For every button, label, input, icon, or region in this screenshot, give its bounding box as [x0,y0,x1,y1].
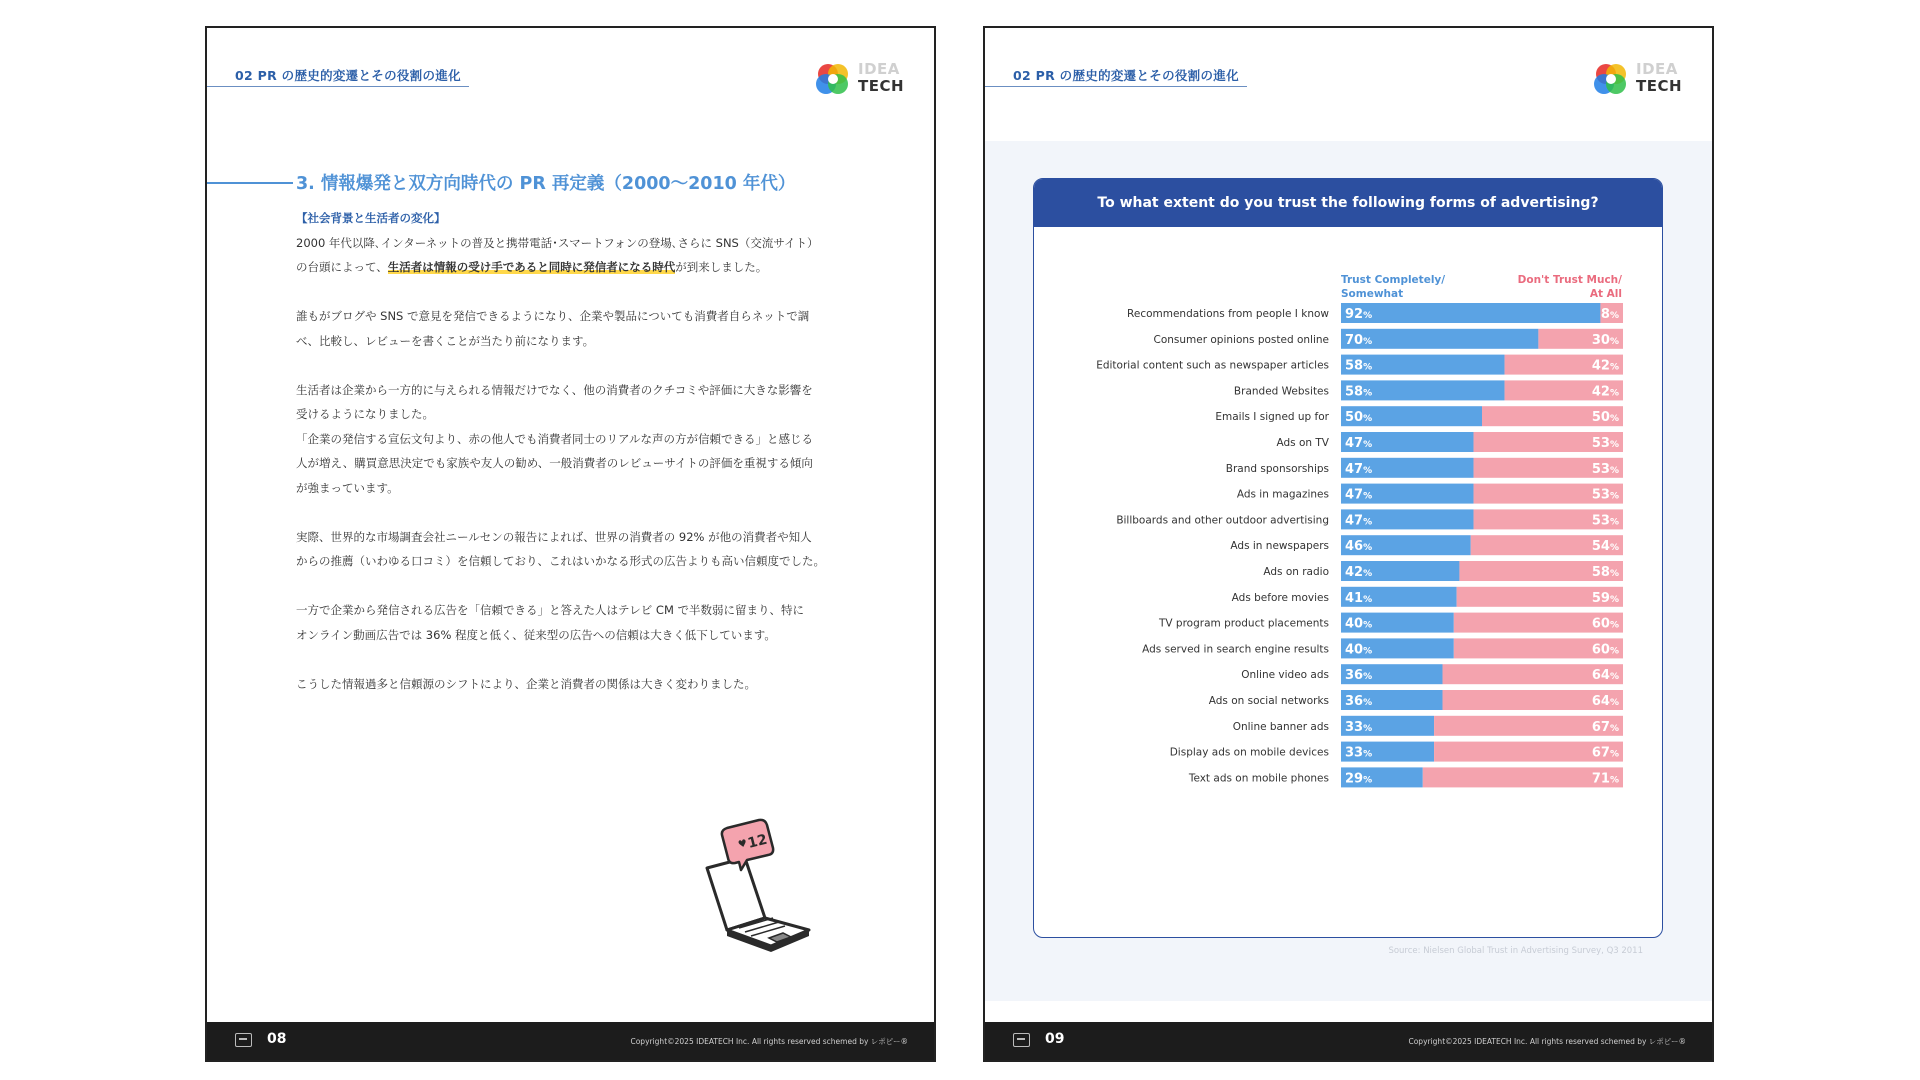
category-label: Recommendations from people I know [1127,308,1329,320]
value-label-distrust: 67% [1591,719,1619,735]
value-label-distrust: 60% [1591,642,1619,658]
category-label: Ads before movies [1231,591,1329,604]
paragraph-3-line-3: 「企業の発信する宣伝文句より、赤の他人でも消費者同士のリアルな声の方が信頼できる」と感じる [296,431,814,446]
header-underline [207,86,469,87]
logo-mark-icon [814,60,852,98]
value-label-distrust: 60% [1591,616,1619,632]
value-label-trust: 42% [1345,565,1373,580]
value-label-trust: 46% [1345,539,1373,555]
legend-trust-line-1: Trust Completely/ [1341,274,1446,286]
page-icon [235,1033,252,1047]
category-label: Ads on TV [1276,437,1329,449]
category-label: Ads on radio [1263,566,1329,578]
copyright-text: Copyright©2025 IDEATECH Inc. All rights reserved schemed by レポピー® [630,1037,908,1046]
category-label: Ads on social networks [1208,695,1329,707]
value-label-trust: 36% [1345,668,1373,684]
category-label: Ads served in search engine results [1142,643,1329,656]
category-label: Online banner ads [1232,720,1329,733]
value-label-trust: 36% [1345,694,1373,709]
subheading: 【社会背景と生活者の変化】 [296,211,446,225]
value-label-distrust: 30% [1591,332,1619,348]
laptop-illustration-icon [687,818,827,968]
category-label: Display ads on mobile devices [1169,746,1329,759]
category-label: Branded Websites [1233,385,1329,398]
footer-bar [207,1022,934,1060]
category-label: Online video ads [1241,669,1329,682]
p1-post: が到来しました。 [675,260,768,274]
value-label-distrust: 53% [1591,436,1619,451]
value-label-trust: 40% [1345,616,1373,632]
value-label-distrust: 64% [1591,694,1619,709]
p1-pre: の台頭によって、 [296,260,388,274]
category-label: TV program product placements [1159,617,1329,630]
chart-card [1033,178,1663,938]
paragraph-5-line-2: オンライン動画広告では 36% 程度と低く、従来型の広告への信頼は大きく低下しています。 [296,627,776,642]
source-note: Source: Nielsen Global Trust in Advertising Survey, Q3 2011 [1388,946,1643,956]
paragraph-4-line-1: 実際、世界的な市場調査会社ニールセンの報告によれば、世界の消費者の 92% が他の消費者や知人 [296,529,812,544]
paragraph-5-line-1: 一方で企業から発信される広告を「信頼できる」と答えた人はテレビ CM で半数弱に留まり、特に [296,603,805,617]
value-label-distrust: 8% [1600,307,1619,322]
paragraph-3-line-1: 生活者は企業から一方的に与えられる情報だけでなく、他の消費者のクチコミや評価に大きな影響を [296,382,813,397]
value-label-distrust: 67% [1591,745,1619,761]
value-label-distrust: 59% [1591,590,1619,606]
highlighted-phrase: 生活者は情報の受け手であると同時に発信者になる時代 [387,260,676,274]
value-label-trust: 50% [1345,410,1373,426]
value-label-trust: 41% [1345,590,1373,606]
legend-distrust-line-2: At All [1589,288,1622,300]
value-label-distrust: 53% [1591,461,1619,477]
page-number: 08 [267,1031,287,1047]
stacked-bar-chart [1034,179,1663,938]
category-label: Text ads on mobile phones [1188,772,1329,785]
paragraph-4-line-2: からの推薦（いわゆる口コミ）を信頼しており、これはいかなる形式の広告よりも高い信頼度でした。 [296,554,825,568]
logo-text-tech: TECH [858,77,905,95]
page-icon [1013,1033,1030,1047]
value-label-distrust: 64% [1591,668,1619,684]
value-label-distrust: 42% [1591,384,1619,400]
category-label: Brand sponsorships [1225,462,1329,475]
legend-distrust-line-1: Don't Trust Much/ [1517,274,1622,286]
header-underline [985,86,1247,87]
category-label: Ads in magazines [1236,488,1329,501]
paragraph-2-line-2: べ、比較し、レビューを書くことが当たり前になります。 [296,333,595,348]
copyright-text: Copyright©2025 IDEATECH Inc. All rights reserved schemed by レポピー® [1408,1037,1686,1046]
section-rule [207,182,293,184]
logo-text-idea: IDEA [858,60,900,78]
chart-title: To what extent do you trust the following forms of advertising? [1034,179,1662,227]
ideatech-logo [1592,56,1692,100]
ideatech-logo [814,56,914,100]
paragraph-6-line-1: こうした情報過多と信頼源のシフトにより、企業と消費者の関係は大きく変わりました。 [296,676,756,691]
category-label: Emails I signed up for [1215,411,1329,424]
value-label-distrust: 50% [1591,410,1619,426]
category-label: Consumer opinions posted online [1153,333,1329,346]
value-label-distrust: 42% [1591,358,1619,374]
logo-mark-icon [1592,60,1630,98]
svg-text:♥: ♥ [737,838,749,851]
paragraph-2-line-1: 誰もがブログや SNS で意見を発信できるようになり、企業や製品についても消費者自らネットで調 [296,309,810,323]
value-label-trust: 47% [1345,513,1373,529]
header-title: 02 PR の歴史的変遷とその役割の進化 [1013,68,1239,83]
value-label-distrust: 58% [1591,565,1619,580]
header-title: 02 PR の歴史的変遷とその役割の進化 [235,68,461,83]
value-label-trust: 47% [1345,436,1373,451]
value-label-trust: 92% [1345,307,1373,322]
bar-trust [1341,303,1600,323]
value-label-trust: 29% [1345,771,1373,787]
paragraph-1-line-2 [296,255,866,280]
category-label: Ads in newspapers [1230,540,1329,553]
illustration-badge-count: 12 [746,831,769,852]
body-text [296,206,866,696]
value-label-trust: 33% [1345,745,1373,761]
value-label-trust: 33% [1345,719,1373,735]
paragraph-1-line-1: 2000 年代以降､インターネットの普及と携帯電話･スマートフォンの登場､さらに SNS（交流サイト） [296,235,819,250]
legend-trust-line-2: Somewhat [1341,288,1404,300]
paragraph-3-line-4: 人が増え、購買意思決定でも家族や友人の勧め、一般消費者のレビューサイトの評価を重視する傾向 [296,456,813,470]
value-label-distrust: 53% [1591,513,1619,529]
section-title: 3. 情報爆発と双方向時代の PR 再定義（2000〜2010 年代） [296,174,796,194]
value-label-trust: 40% [1345,642,1373,658]
value-label-trust: 70% [1345,332,1373,348]
footer-bar [985,1022,1712,1060]
page-09 [983,26,1714,1062]
value-label-distrust: 71% [1591,771,1619,787]
value-label-distrust: 54% [1591,539,1619,555]
value-label-distrust: 53% [1591,487,1619,503]
page-number: 09 [1045,1031,1065,1047]
logo-text-idea: IDEA [1636,60,1678,78]
paragraph-3-line-2: 受けるようになりました。 [296,407,434,421]
category-label: Editorial content such as newspaper articles [1096,359,1329,372]
page-08 [205,26,936,1062]
value-label-trust: 58% [1345,384,1373,400]
category-label: Billboards and other outdoor advertising [1116,514,1329,527]
paragraph-3-line-5: が強まっています。 [296,480,399,495]
logo-text-tech: TECH [1636,77,1683,95]
value-label-trust: 58% [1345,358,1373,374]
value-label-trust: 47% [1345,461,1373,477]
value-label-trust: 47% [1345,487,1373,503]
